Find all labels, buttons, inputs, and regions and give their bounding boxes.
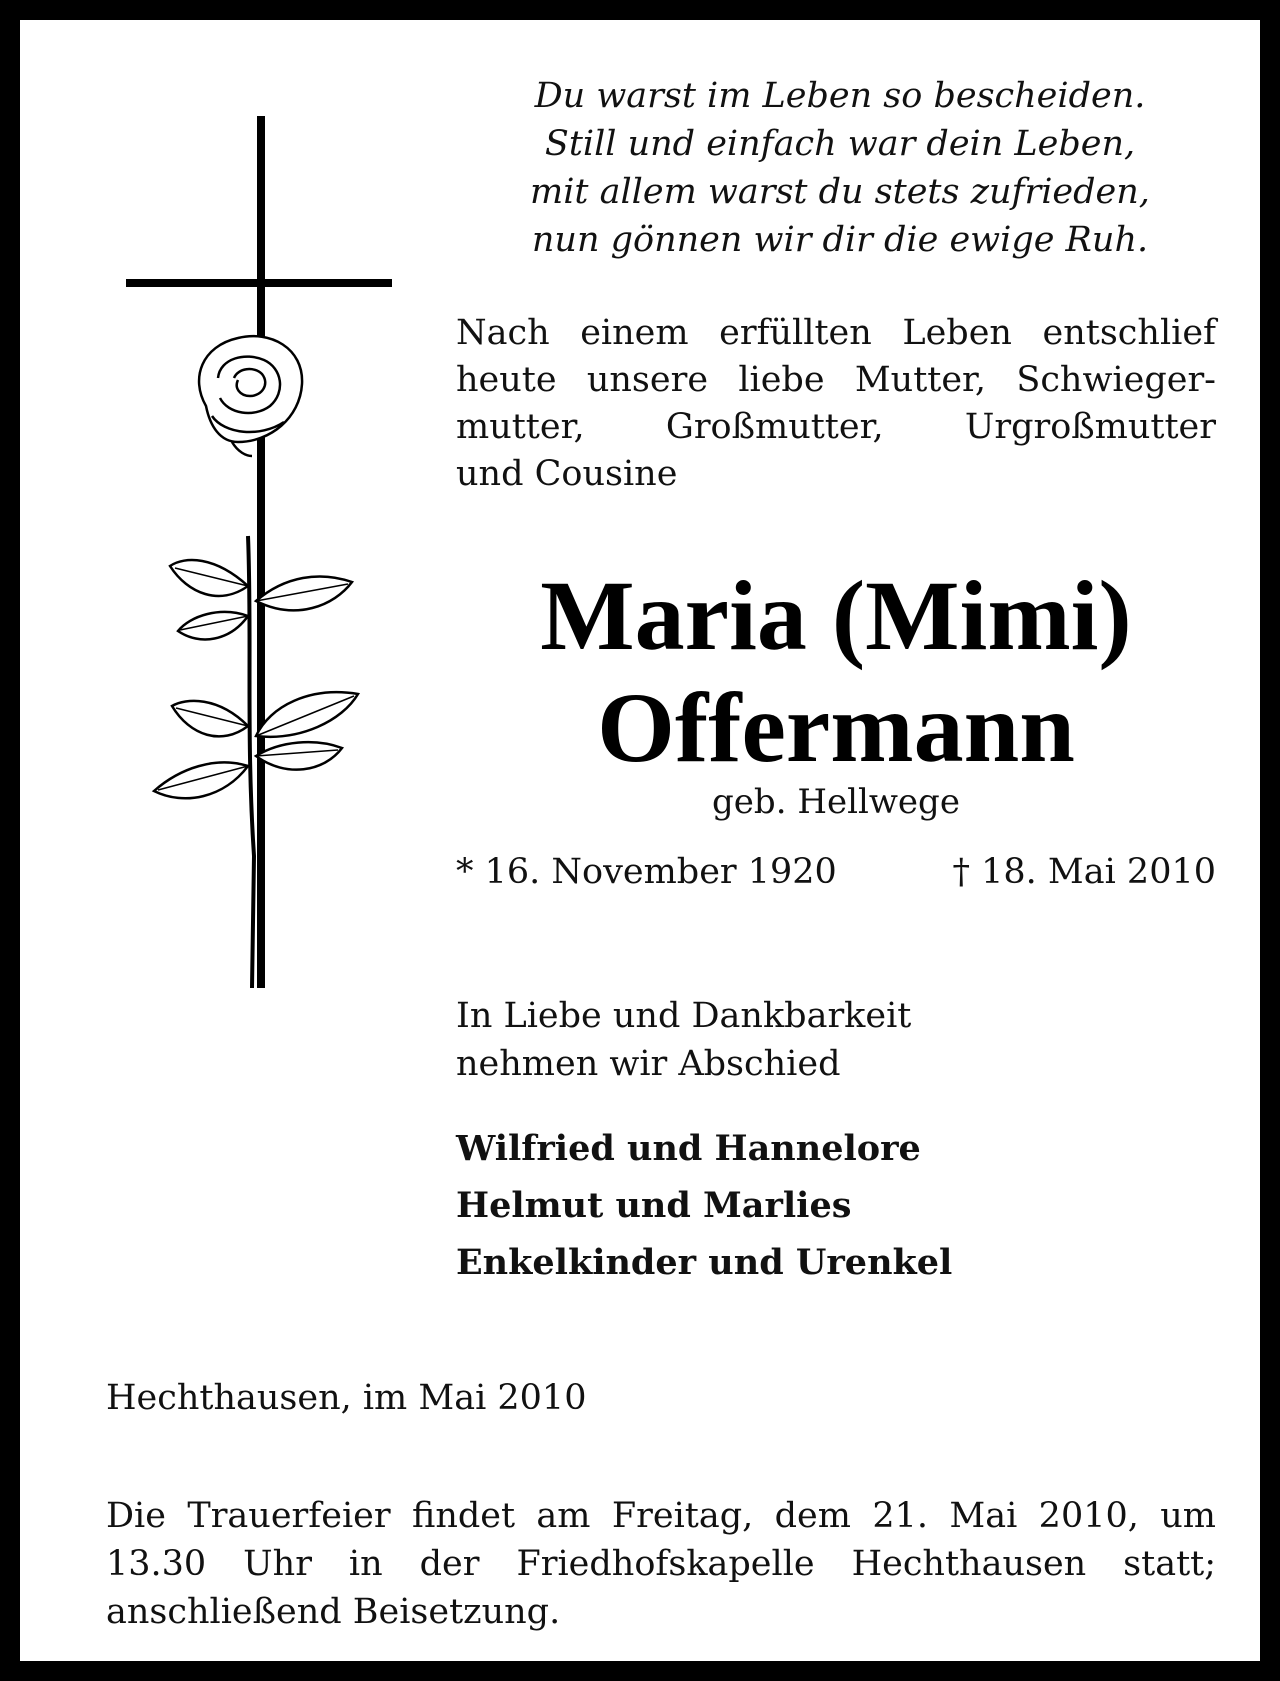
- farewell-text: [456, 992, 1216, 1088]
- place-date: Hechthausen, im Mai 2010: [106, 1378, 587, 1418]
- deceased-name: [456, 560, 1216, 784]
- poem-line: Du warst im Leben so bescheiden.: [534, 76, 1146, 116]
- poem: [460, 72, 1220, 264]
- death-date: † 18. Mai 2010: [952, 852, 1216, 892]
- poem-line: nun gönnen wir dir die ewige Ruh.: [531, 220, 1149, 260]
- ceremony-notice: Die Trauerfeier findet am Freitag, dem 21. Mai 2010, um 13.30 Uhr in der Friedhofskapelle Hechthausen statt; anschließend Beisetzung.: [106, 1496, 1216, 1632]
- cross-rose-emblem: [120, 116, 410, 988]
- intro-line: Nach einem erfüllten Leben entschlief: [456, 313, 1216, 353]
- mourner: Wilfried und Hannelore: [456, 1128, 921, 1169]
- poem-line: mit allem warst du stets zufrieden,: [530, 172, 1150, 212]
- mourner: Enkelkinder und Urenkel: [456, 1242, 953, 1283]
- life-dates: [456, 852, 1216, 892]
- mourners-list: [456, 1120, 1216, 1291]
- intro-line: und Cousine: [456, 454, 678, 494]
- farewell-line: In Liebe und Dankbarkeit: [456, 996, 912, 1036]
- birth-date: * 16. November 1920: [456, 852, 837, 892]
- farewell-line: nehmen wir Abschied: [456, 1044, 841, 1084]
- cross-icon: [126, 116, 392, 988]
- deceased-name-line2: Offermann: [597, 672, 1075, 783]
- mourner: Helmut und Marlies: [456, 1185, 852, 1226]
- intro-line: heute unsere liebe Mutter, Schwieger-: [456, 360, 1216, 400]
- poem-line: Still und einfach war dein Leben,: [544, 124, 1136, 164]
- intro-text: [456, 310, 1216, 498]
- birth-name: geb. Hellwege: [712, 782, 960, 822]
- intro-line: mutter, Großmutter, Urgroßmutter: [456, 407, 1216, 447]
- deceased-name-line1: Maria (Mimi): [540, 560, 1132, 671]
- rose-icon: [154, 336, 358, 988]
